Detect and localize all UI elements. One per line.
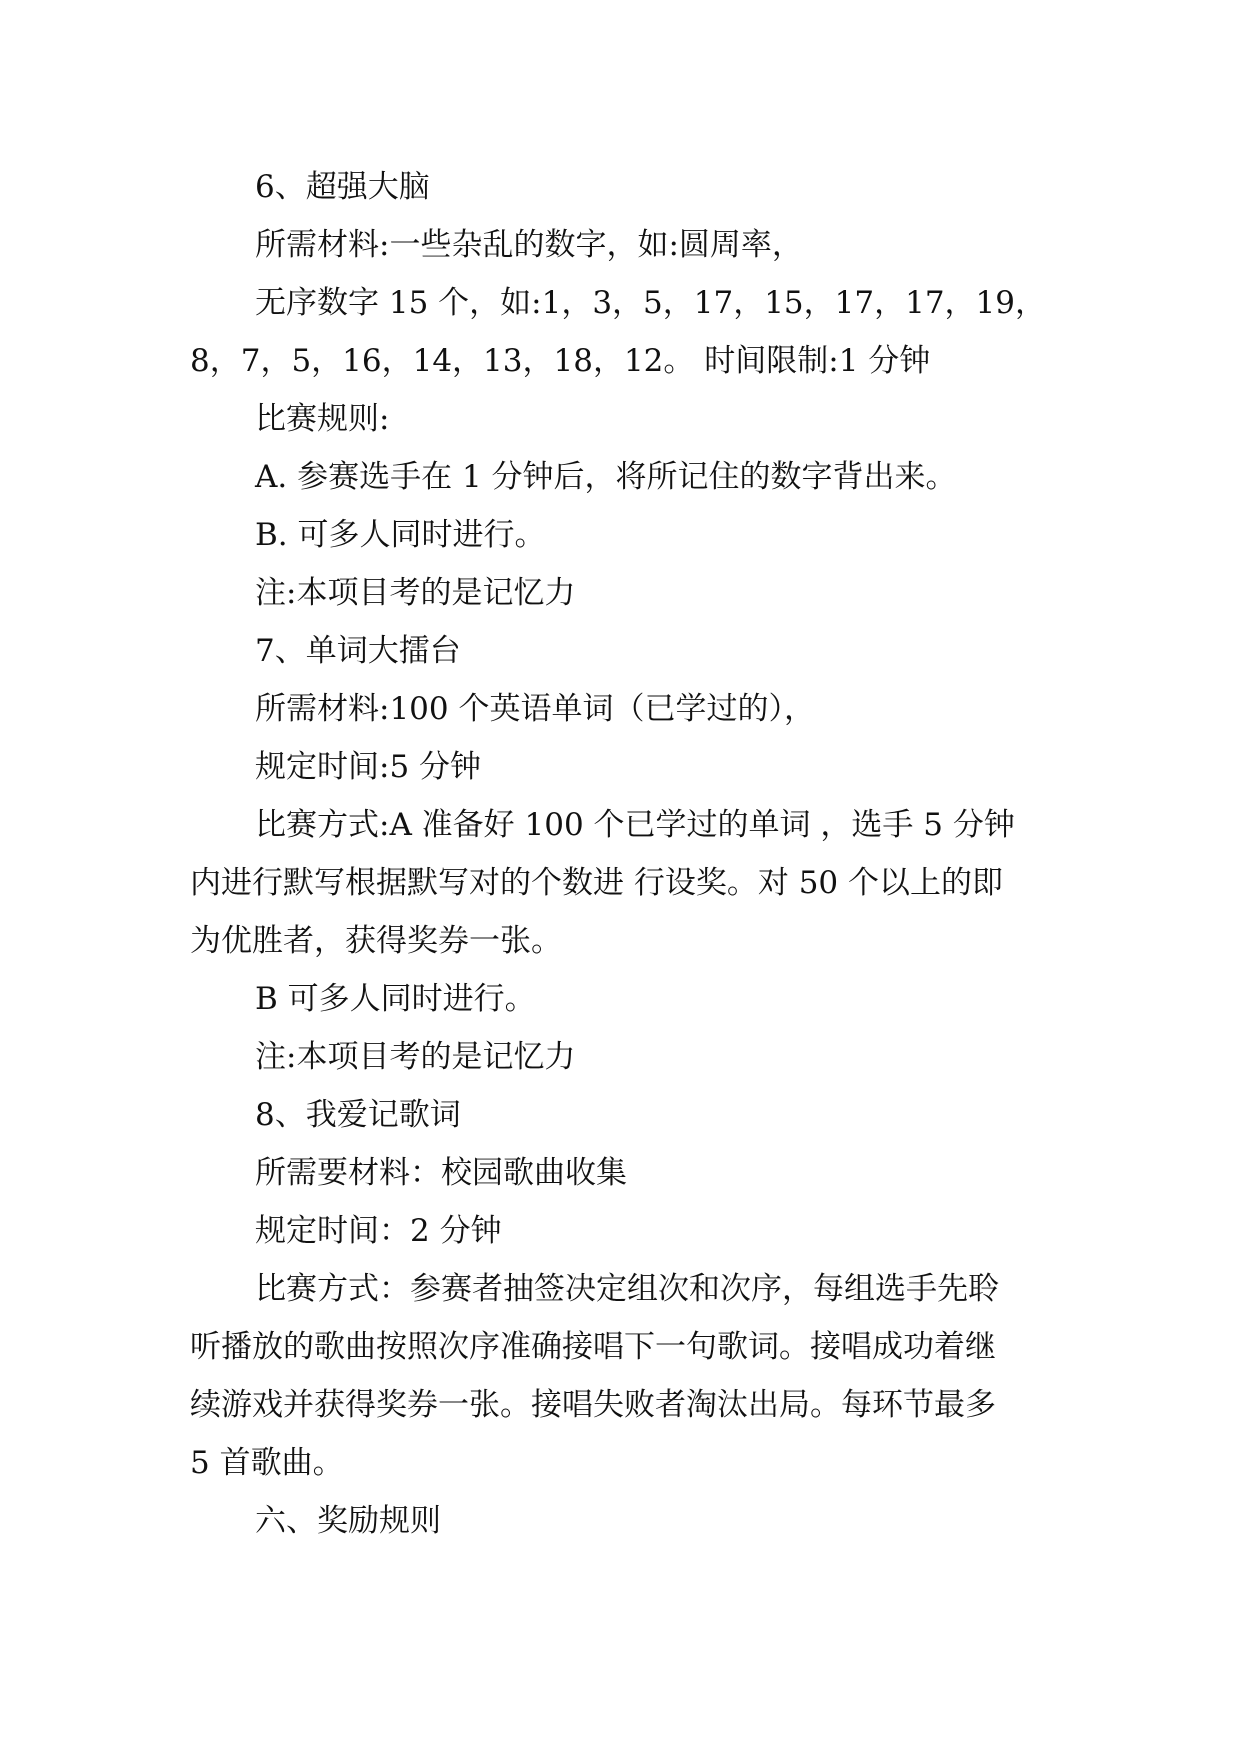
method-line: 比赛方式：参赛者抽签决定组次和次序，每组选手先聆: [255, 1271, 999, 1307]
note-line: 注:本项目考的是记忆力: [255, 575, 576, 611]
rules-heading: 比赛规则:: [255, 401, 390, 437]
time-limit-line: 规定时间:5 分钟: [255, 749, 482, 785]
section-heading-rewards: 六、奖励规则: [255, 1503, 441, 1539]
section-heading-lyrics: 8、我爱记歌词: [255, 1097, 461, 1133]
section-heading-super-brain: 6、超强大脑: [255, 169, 430, 205]
materials-line: 所需材料:一些杂乱的数字，如:圆周率，: [255, 227, 803, 263]
rule-item-b: B 可多人同时进行。: [255, 981, 536, 1017]
paragraph-line: 内进行默写根据默写对的个数进 行设奖。对 50 个以上的即: [190, 865, 1004, 901]
rule-item-a: A. 参赛选手在 1 分钟后，将所记住的数字背出来。: [255, 459, 957, 495]
rule-item-b: B. 可多人同时进行。: [255, 517, 546, 553]
paragraph-line: 5 首歌曲。: [190, 1445, 344, 1481]
paragraph-line: 无序数字 15 个，如:1，3，5，17，15，17，17，19，: [255, 285, 1046, 321]
note-line: 注:本项目考的是记忆力: [255, 1039, 576, 1075]
time-limit-line: 规定时间：2 分钟: [255, 1213, 502, 1249]
section-heading-word-challenge: 7、单词大擂台: [255, 633, 461, 669]
paragraph-line: 续游戏并获得奖券一张。接唱失败者淘汰出局。每环节最多: [190, 1387, 996, 1423]
method-line: 比赛方式:A 准备好 100 个已学过的单词 ，选手 5 分钟: [255, 807, 1015, 843]
materials-line: 所需要材料：校园歌曲收集: [255, 1155, 627, 1191]
paragraph-line: 8，7，5，16，14，13，18，12。 时间限制:1 分钟: [190, 343, 931, 379]
paragraph-line: 为优胜者，获得奖券一张。: [190, 923, 562, 959]
paragraph-line: 听播放的歌曲按照次序准确接唱下一句歌词。接唱成功着继: [190, 1329, 996, 1365]
materials-line: 所需材料:100 个英语单词（已学过的），: [255, 691, 815, 727]
